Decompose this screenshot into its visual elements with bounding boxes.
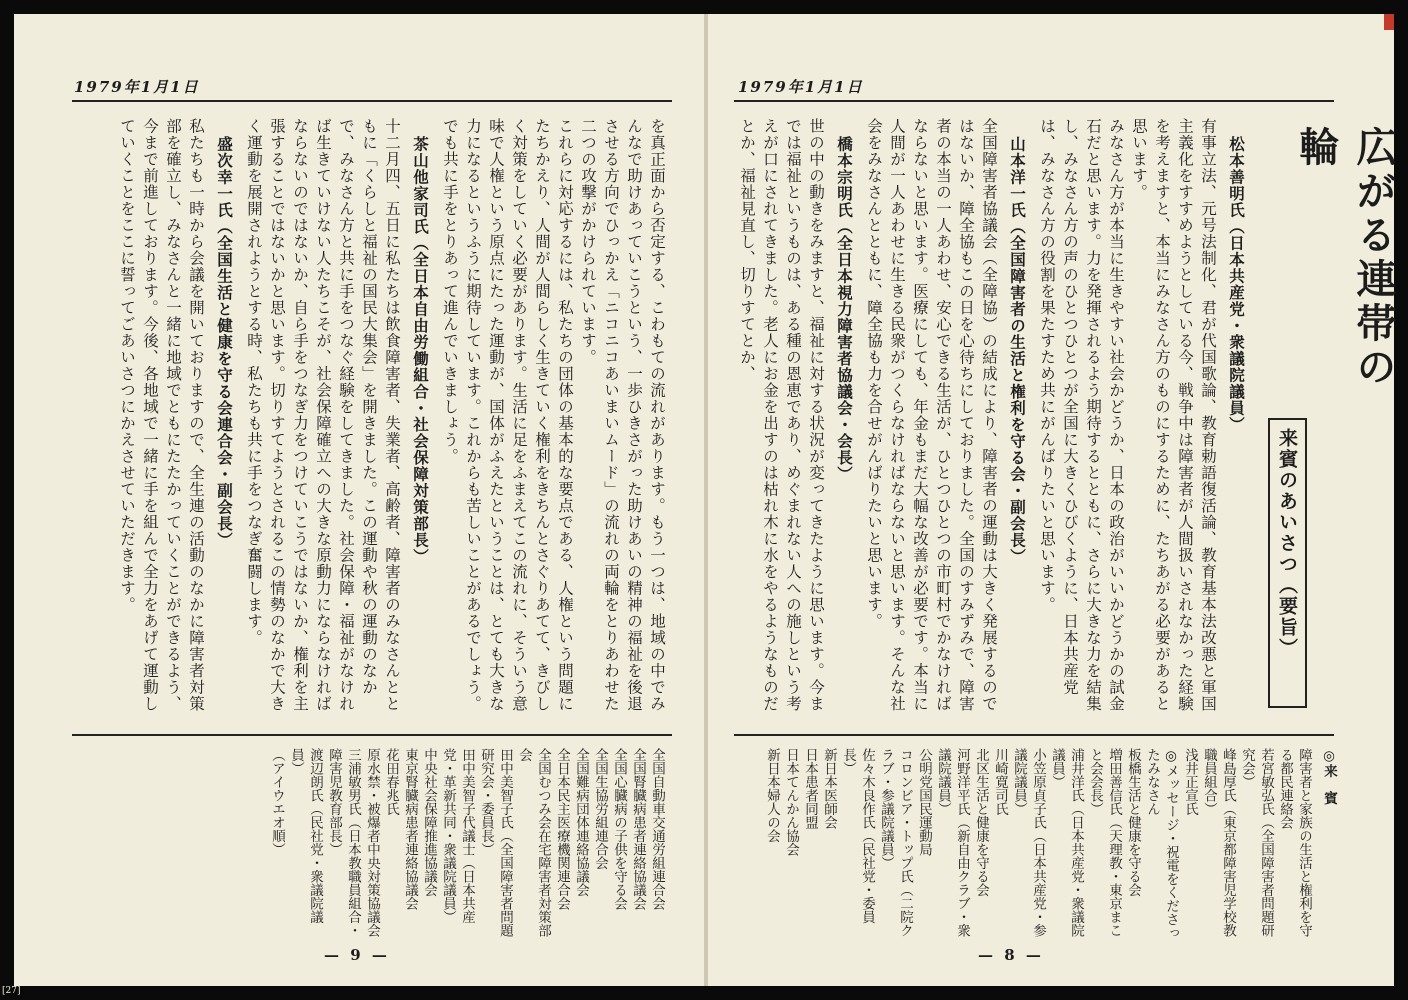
page-date: 1979年1月1日: [738, 78, 864, 96]
speaker-signature: 山本洋一氏（全国障害者の生活と権利を守る会・副会長）: [1008, 136, 1027, 565]
article-body: 有事立法、元号法制化、君が代国歌論、教育勅語復活論、教育基本法改悪と軍国主義化をすすめようとしている今、戦争中は障害者が人間扱いされなかった経験を考えますと、本当にみなさん方のものにするために、たちあがる必要があると思います。 みなさん方が本当に生きやすい社会かどうか、日本の政治がいいかどうかの試金石だと思います。力を発揮されるよう期待するとともに、さらに大きな力を結集し、みなさん方の声のひとつひとつが全国に大きくひびくように、日本共産党は、みなさん方の役割を果たすため共にがんばりたいと思います。: [1038, 118, 1217, 712]
article-body: 世の中の動きをみますと、福祉に対する状況が変ってきたように思います。今までは福祉というものは、ある種の恩恵であり、めぐまれない人への施しという考えが口にされてきました。老人にお金を出すのは枯れ木に水をやるようなものだとか、福祉見直し、切りすてとか、: [738, 118, 825, 712]
article-body: 全国障害者協議会（全障協）の結成により、障害者の運動は大きく発展するのではないか、障全協もこの日を心待ちにしておりました。全国のすみずみで、障害者の本当の一人あわせ、安心できる生活が、ひとつひとつの市町村でかなければならないと思います。医療にしても、年金もまだ大幅な改善が必要です。本当に人間が一人あわせに生きる民衆がつくらなければならないと思います。そんな社会をみなさんとともに、障全協も力を合せがんばりたいと思います。: [865, 118, 998, 712]
page-number: — 8 —: [978, 946, 1044, 964]
page-date: 1979年1月1日: [74, 78, 200, 96]
page-number: — 9 —: [324, 946, 390, 964]
guest-list: 全国自動車交通労組連合会 全国腎臓病患者連絡協議会 全国心臓病の子供を守る会 全国生協労組連合会 全国難病団体連絡協議会 全日本民主医療機関連合会 全国むつみ会在宅障害者対策部会 田中美智子氏（全国障害者問題研究会・委員長） 田中美智子代議士（日本共産党・革新共同・衆議院議員） 中央社会保障推進協議会 東京腎臓病患者連絡協議会 花田春兆氏 原水禁・被爆者中央対策協議会 三浦敏男氏（日本教職員組合・障害児教育部長） 渡辺朗氏（民社党・衆議院議員） （アイウエオ順）: [269, 748, 665, 937]
header-rule: [734, 100, 1334, 102]
article-body: を真正面から否定する、こわもての流れがあります。もう一つは、地域の中でみんなで助けあっていこうという、一歩ひきさがった助けあいの精神の福祉を後退させる方向でひっかえ「ニコニコあいまいムード」の流れの両輪をとりあわせた二つの攻撃がかけられています。 これらに対応するには、私たちの団体の基本的な要点である、人権という問題にたちかえり、人間が人間らしく生きていく権利をきちんとさぐりあてて、きびしく対策をしていく必要があります。生活に足をふまえてこの流れに、そういう意味で人権という原点にたった運動が、国体がふえたということは、とても大きな力になるというふうに期待しています。これからも苦しいことがあるでしょう。でも共に手をとりあって進んでいきましょう。: [441, 118, 666, 712]
page-9: [14, 14, 704, 986]
right-article: [738, 118, 1248, 718]
page-8: [708, 14, 1394, 986]
section-rule: [734, 734, 1334, 736]
subheadline-box: 来賓のあいさつ（要旨）: [1268, 418, 1307, 708]
guests-heading: ◎来 賓: [1321, 748, 1337, 805]
article-body: 私たちも一時から会議を開いておりますので、全生連の活動のなかに障害者対策部を確立し、みなさんと一緒に地域でともにたたかっていくことができるよう、今まで前進しております。今後、各地域で一緒に手を組んで全力をあげて運動していくことをここに誓ってごあいさつにかえさせていただきます。: [118, 118, 205, 712]
speaker-signature: 橋本宗明氏（全日本視力障害者協議会・会長）: [835, 136, 854, 483]
header-rule: [72, 100, 672, 102]
headline: 広がる連帯の輪: [1293, 126, 1396, 390]
guest-list: [738, 748, 1338, 948]
speaker-signature: 盛次幸一氏（全国生活と健康を守る会連合会・副会長）: [215, 136, 234, 549]
article-body: 十二月四、五日に私たちは飲食障害者、失業者、高齢者、障害者のみなさんとともに「くらしと福祉の国民大集会」を開きました。この運動や秋の運動のなかで、みなさん方と共に手をつなぐ経験をしてきました。社会保障・福祉がなければ生きていけない人たちこそが、社会保障確立への大きな原動力にならなければならないのではないか、自ら手をつなぎ力をつけていこうではないか、権利を主張することではないかと思います。切りすてようとされるこの情勢のなかで大きく運動を展開されようとする時、私たちも共に手をつなぎ奮闘します。: [245, 118, 401, 712]
speaker-signature: 松本善明氏（日本共産党・衆議院議員）: [1227, 136, 1246, 433]
document-spread: [14, 14, 1394, 986]
guest-list: 障害者と家族の生活と権利を守る都民連絡会 若宮敏弘氏（全国障害者問題研究会） 峰島厚氏（東京都障害児学校教職員組合） 浅井正宣氏 ◎メッセージ・祝電をくださったみなさん 板橋生活と健康を守る会 増田善信氏（天理教・東京まこと会会長） 浦井洋氏（日本共産党・衆議院議員） 小笠原貞子氏（日本共産党・参議院議員） 川崎寛司氏 北区生活と健康を守る会 河野洋平氏（新自由クラブ・衆議院議員） 公明党国民運動局 コロンビア・トップ氏（二院クラブ・参議院議員） 佐々木良作氏（民社党・委員長） 新日本医師会 日本患者同盟 日本てんかん協会 新日本婦人の会: [764, 748, 1312, 940]
red-tab-marker: [1384, 14, 1394, 30]
scan-note: [27]: [2, 986, 21, 996]
section-rule: [72, 734, 672, 736]
guest-list-continued: [76, 748, 666, 948]
left-article: [76, 118, 668, 718]
speaker-signature: 茶山他家司氏（全日本自由労働組合・社会保障対策部長）: [411, 136, 430, 565]
